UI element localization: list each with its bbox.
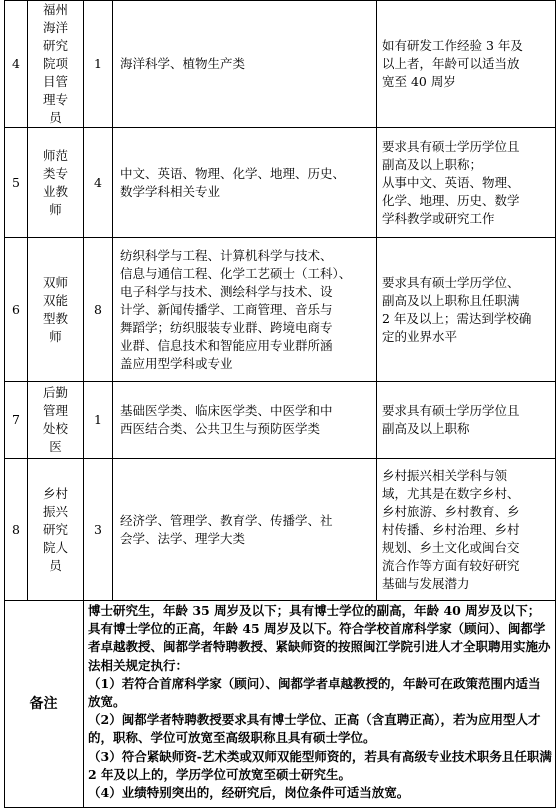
count-cell [84,382,112,458]
major-cell [120,382,374,458]
position-name: 后勤 管理 处校 医 [42,385,68,454]
col-divider [112,0,113,600]
table-row [4,0,28,127]
position-name: 乡村 振兴 研究 院人 员 [42,485,68,573]
count-cell [84,0,112,127]
note-line: （4）业绩特别突出的，经研究后，岗位条件可适当放宽。 [88,785,410,801]
note-line: 博士研究生，年龄 35 周岁及以下；具有博士学位的副高，年龄 40 周岁及以下；具有博士学位的正高，年龄 45 周岁及以下。符合学校首席科学家（顾问）、闽都学者卓越教授、闽都学者特聘教授、紧缺师资的按照闽江学院引进人才全职聘用实施办法相关规定执行： [88,603,551,673]
count-cell [84,238,112,381]
headcount: 4 [94,174,102,190]
position-name: 福州 海洋 研究 院项 目管 理专 员 [42,1,68,125]
table-row [4,128,28,237]
requirement-cell [382,238,554,381]
note-label: 备注 [29,696,58,712]
major-cell [120,459,374,600]
requirement-text: 要求具有硕士学历学位、 副高及以上职称且任职满 2 年及以上；需达到学校确 定的业界水平 [382,274,532,344]
count-cell [84,459,112,600]
position-name: 师范 类专 业教 师 [42,147,68,217]
major-text: 纺织科学与工程、计算机科学与技术、 信息与通信工程、化学工艺硕士（工科）、 电子科学与技术、测绘科学与技术、设 计学、新闻传播学、工商管理、音乐与 舞蹈学；纺织服装专业群、跨境电商专 业群、信息技术和智能应用专业群所涵 盖应用型学科或专业 [120,247,352,371]
requirement-cell [382,382,554,458]
major-cell [120,238,374,381]
table-row [4,238,28,381]
requirement-text: 如有研发工作经验 3 年及 以上者，年龄可以适当放 宽至 40 周岁 [382,37,523,89]
row-number: 4 [12,55,20,71]
table-border-bottom [4,807,556,808]
requirement-text: 乡村振兴相关学科与领 域，尤其是在数字乡村、 乡村旅游、乡村教育、乡 村传播、乡村治理、乡村 规划、乡土文化或闽台交 流合作等方面有较好研究 基础与发展潜力 [382,467,520,591]
requirement-text: 要求具有硕士学历学位且 副高及以上职称； 从事中文、英语、物理、 化学、地理、历史、数学 学科教学或研究工作 [382,138,520,226]
table-border-right [555,0,556,808]
major-text: 经济学、管理学、教育学、传播学、社 会学、法学、理学大类 [120,512,333,546]
requirement-cell [382,0,554,127]
headcount: 1 [94,412,102,427]
row-number: 5 [12,174,20,190]
major-cell [120,0,374,127]
note-label-cell [4,601,83,807]
note-content-cell [88,601,552,807]
requirement-cell [382,459,554,600]
position-cell [28,382,83,458]
major-cell [120,128,374,237]
col-divider [376,0,377,600]
headcount: 3 [94,521,102,537]
note-line: （1）若符合首席科学家（顾问）、闽都学者卓越教授的，年龄可在政策范围内适当放宽。 [88,675,541,710]
row-number: 6 [12,301,20,317]
major-text: 中文、英语、物理、化学、地理、历史、 数学学科相关专业 [120,165,346,199]
note-line: （2）闽都学者特聘教授要求具有博士学位、正高（含直聘正高），若为应用型人才的，职称、学位可放宽至高级职称且具有硕士学位。 [88,712,541,746]
position-cell [28,238,83,381]
requirement-text: 要求具有硕士学历学位且 副高及以上职称 [382,403,520,436]
position-cell [28,459,83,600]
major-text: 海洋科学、植物生产类 [120,55,246,71]
table-row [4,382,28,458]
headcount: 1 [94,55,102,71]
headcount: 8 [94,301,102,317]
note-content [88,602,552,802]
row-number: 8 [12,521,20,537]
position-cell [28,128,83,237]
table-row [4,459,28,600]
note-line: （3）符合紧缺师资-艺术类或双师双能型师资的，若具有高级专业技术职务且任职满 2 年及以上的，学历学位可放宽至硕士研究生。 [88,748,552,782]
major-text: 基础医学类、临床医学类、中医学和中 西医结合类、公共卫生与预防医学类 [120,403,333,436]
requirement-cell [382,128,554,237]
position-name: 双师 双能 型教 师 [42,274,68,344]
row-number: 7 [12,412,20,427]
position-cell [28,0,83,127]
count-cell [84,128,112,237]
